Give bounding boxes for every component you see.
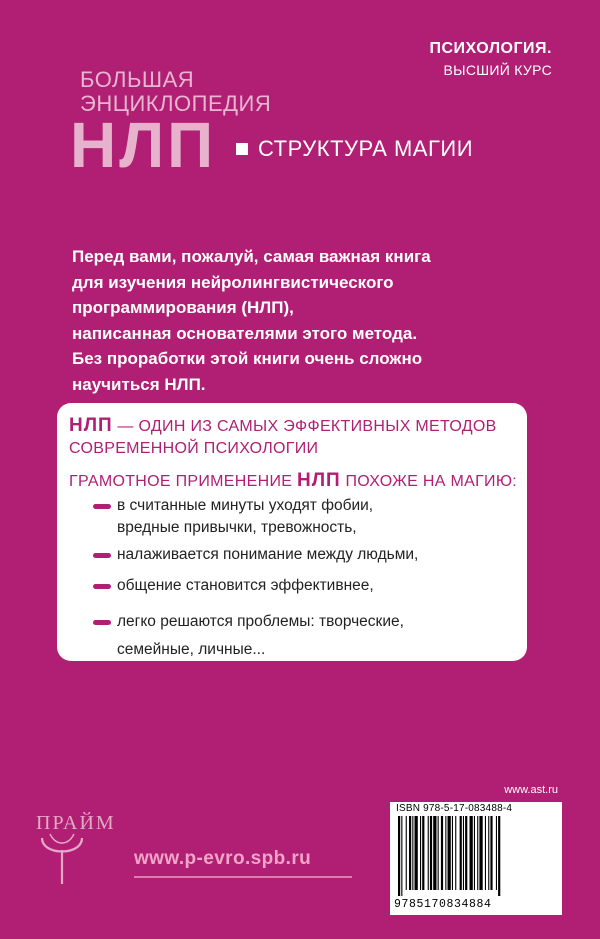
series-label [429,40,552,78]
barcode-bar [488,816,489,890]
barcode-bar [460,816,462,890]
barcode-bar [422,816,424,890]
ast-url[interactable]: www.ast.ru [504,784,558,796]
barcode-bar [496,816,497,890]
barcode-bar [398,816,400,896]
barcode-bar [430,816,432,890]
info-box [57,403,527,661]
magic-start: ГРАМОТНОЕ ПРИМЕНЕНИЕ [69,473,297,490]
encyclopedia-line-2: ЭНЦИКЛОПЕДИЯ [80,91,272,116]
lead-paragraph [72,244,552,397]
ean-number: 9785170834884 [394,898,492,911]
url-underline [134,876,352,878]
barcode-bar [490,816,492,890]
barcode-bar [479,816,482,890]
barcode-bar [433,816,436,890]
list-item-text: общение становится эффективнее, [117,577,374,594]
barcode-bar [463,816,464,890]
barcode-bar [409,816,411,890]
list-item-text: вредные привычки, тревожность, [117,519,357,536]
info-box-magic-line [69,470,517,492]
barcode-bar [448,816,451,890]
lead-line: Перед вами, пожалуй, самая важная книга [72,247,431,266]
barcode-bar [485,816,486,890]
barcode-bar [452,816,453,890]
list-item [117,575,374,597]
bullet-dash-icon [93,553,111,558]
bullet-dash-icon [93,504,111,509]
bullet-dash-icon [93,620,111,625]
lead-line: для изучения нейролингвистического [72,272,394,292]
nlp-strong: НЛП [69,415,113,436]
barcode-bar [420,816,421,890]
lead-line: написанная основателями этого метода. [72,323,418,343]
series-line-1: ПСИХОЛОГИЯ. [429,40,552,57]
encyclopedia-line-1: БОЛЬШАЯ [80,67,195,92]
barcode-bar [455,816,456,890]
publisher-logo-icon [32,830,92,890]
book-subtitle: СТРУКТУРА МАГИИ [258,136,474,161]
barcode-icon [396,816,556,896]
info-box-heading [69,415,497,437]
barcode-bar [470,816,473,890]
magic-end: ПОХОЖЕ НА МАГИЮ: [340,473,518,490]
barcode-bar [412,816,413,890]
barcode-bar [474,816,475,890]
barcode-bar [406,816,407,890]
info-box-heading-2: СОВРЕМЕННОЙ ПСИХОЛОГИИ [69,440,319,457]
barcode-bar [441,816,443,890]
list-item-text: налаживается понимание между людьми, [117,546,419,563]
nlp-strong: НЛП [296,470,341,491]
isbn-barcode-box [390,802,562,915]
barcode-bar [498,816,500,896]
list-item [117,495,373,539]
list-item-text: легко решаются проблемы: творческие, [117,613,404,630]
title-separator-square [236,143,248,155]
barcode-bar [465,816,467,890]
list-item [117,611,404,661]
barcode-bar [438,816,439,890]
barcode-bar [415,816,418,890]
publisher-name: ПРАЙМ [36,812,116,834]
list-item [117,544,418,566]
lead-line: научиться НЛП. [72,374,206,394]
barcode-bar [428,816,429,890]
list-item-text: в считанные минуты уходят фобии, [117,497,374,514]
list-item-text: семейные, личные... [117,641,266,658]
series-line-2: ВЫСШИЙ КУРС [443,62,552,78]
barcode-bar [445,816,446,890]
publisher-url[interactable]: www.p-evro.spb.ru [134,848,312,869]
barcode-bar [401,816,402,896]
lead-line: программирования (НЛП), [72,298,294,317]
lead-line: Без проработки этой книги очень сложно [72,349,423,368]
heading-rest: — ОДИН ИЗ САМЫХ ЭФФЕКТИВНЫХ МЕТОДОВ [112,418,497,435]
bullet-dash-icon [93,584,111,589]
isbn-number: ISBN 978-5-17-083488-4 [396,803,513,814]
barcode-bar [477,816,478,890]
big-title: НЛП [70,109,217,181]
